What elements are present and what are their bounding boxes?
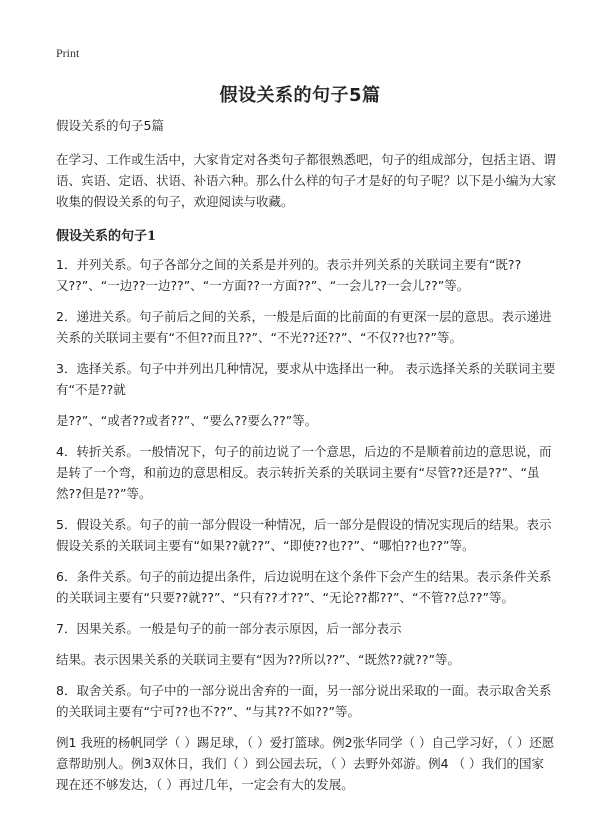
document-body: [56, 116, 556, 805]
list-item: 6．条件关系。句子的前边提出条件，后边说明在这个条件下会产生的结果。表示条件关系的关联词主要有“只要??就??”、“只有??才??”、“无论??都??”、“不管??总??”等。: [56, 569, 552, 605]
list-item: 4．转折关系。一般情况下，句子的前边说了一个意思，后边的不是顺着前边的意思说，而是转了一个弯，和前边的意思相反。表示转折关系的关联词主要有“尽管??还是??”、“虽然??但是??”等。: [56, 444, 552, 501]
document-title: 假设关系的句子5篇: [219, 85, 381, 106]
example-paragraph: 例1 我班的杨帆同学（ ）踢足球，（ ）爱打篮球。例2张华同学（ ）自己学习好，（ ）还愿意帮助别人。例3双休日，我们（ ）到公园去玩，（ ）去野外郊游。例4 （ ）我们的国家现在还不够发达，（ ）再过几年，一定会有大的发展。: [56, 735, 555, 792]
list-item: 1．并列关系。句子各部分之间的关系是并列的。表示并列关系的关联词主要有“既??又??”、“一边??一边??”、“一方面??一方面??”、“一会儿??一会儿??”等。: [56, 257, 522, 293]
document-subtitle: 假设关系的句子5篇: [56, 118, 164, 133]
list-item: 7．因果关系。一般是句子的前一部分表示原因，后一部分表示: [56, 621, 402, 636]
intro-paragraph: 在学习、工作或生活中，大家肯定对各类句子都很熟悉吧，句子的组成部分，包括主语、谓语、宾语、定语、状语、补语六种。那么什么样的句子才是好的句子呢？以下是小编为大家收集的假设关系的句子，欢迎阅读与收藏。: [56, 152, 557, 209]
list-item: 结果。表示因果关系的关联词主要有“因为??所以??”、“既然??就??”等。: [56, 652, 460, 667]
list-item: 8．取舍关系。句子中的一部分说出舍弃的一面，另一部分说出采取的一面。表示取舍关系的关联词主要有“宁可??也不??”、“与其??不如??”等。: [56, 683, 552, 719]
list-item: 2．递进关系。句子前后之间的关系，一般是后面的比前面的有更深一层的意思。表示递进关系的关联词主要有“不但??而且??”、“不光??还??”、“不仅??也??”等。: [56, 309, 552, 345]
print-link[interactable]: Print: [56, 46, 80, 60]
list-item: 5．假设关系。句子的前一部分假设一种情况，后一部分是假设的情况实现后的结果。表示假设关系的关联词主要有“如果??就??”、“即使??也??”、“哪怕??也??”等。: [56, 517, 552, 553]
section-heading: 假设关系的句子1: [56, 229, 157, 244]
list-item: 3．选择关系。句子中并列出几种情况，要求从中选择出一种。 表示选择关系的关联词主要有“不是??就: [56, 361, 556, 397]
list-item: 是??”、“或者??或者??”、“要么??要么??”等。: [56, 413, 318, 428]
